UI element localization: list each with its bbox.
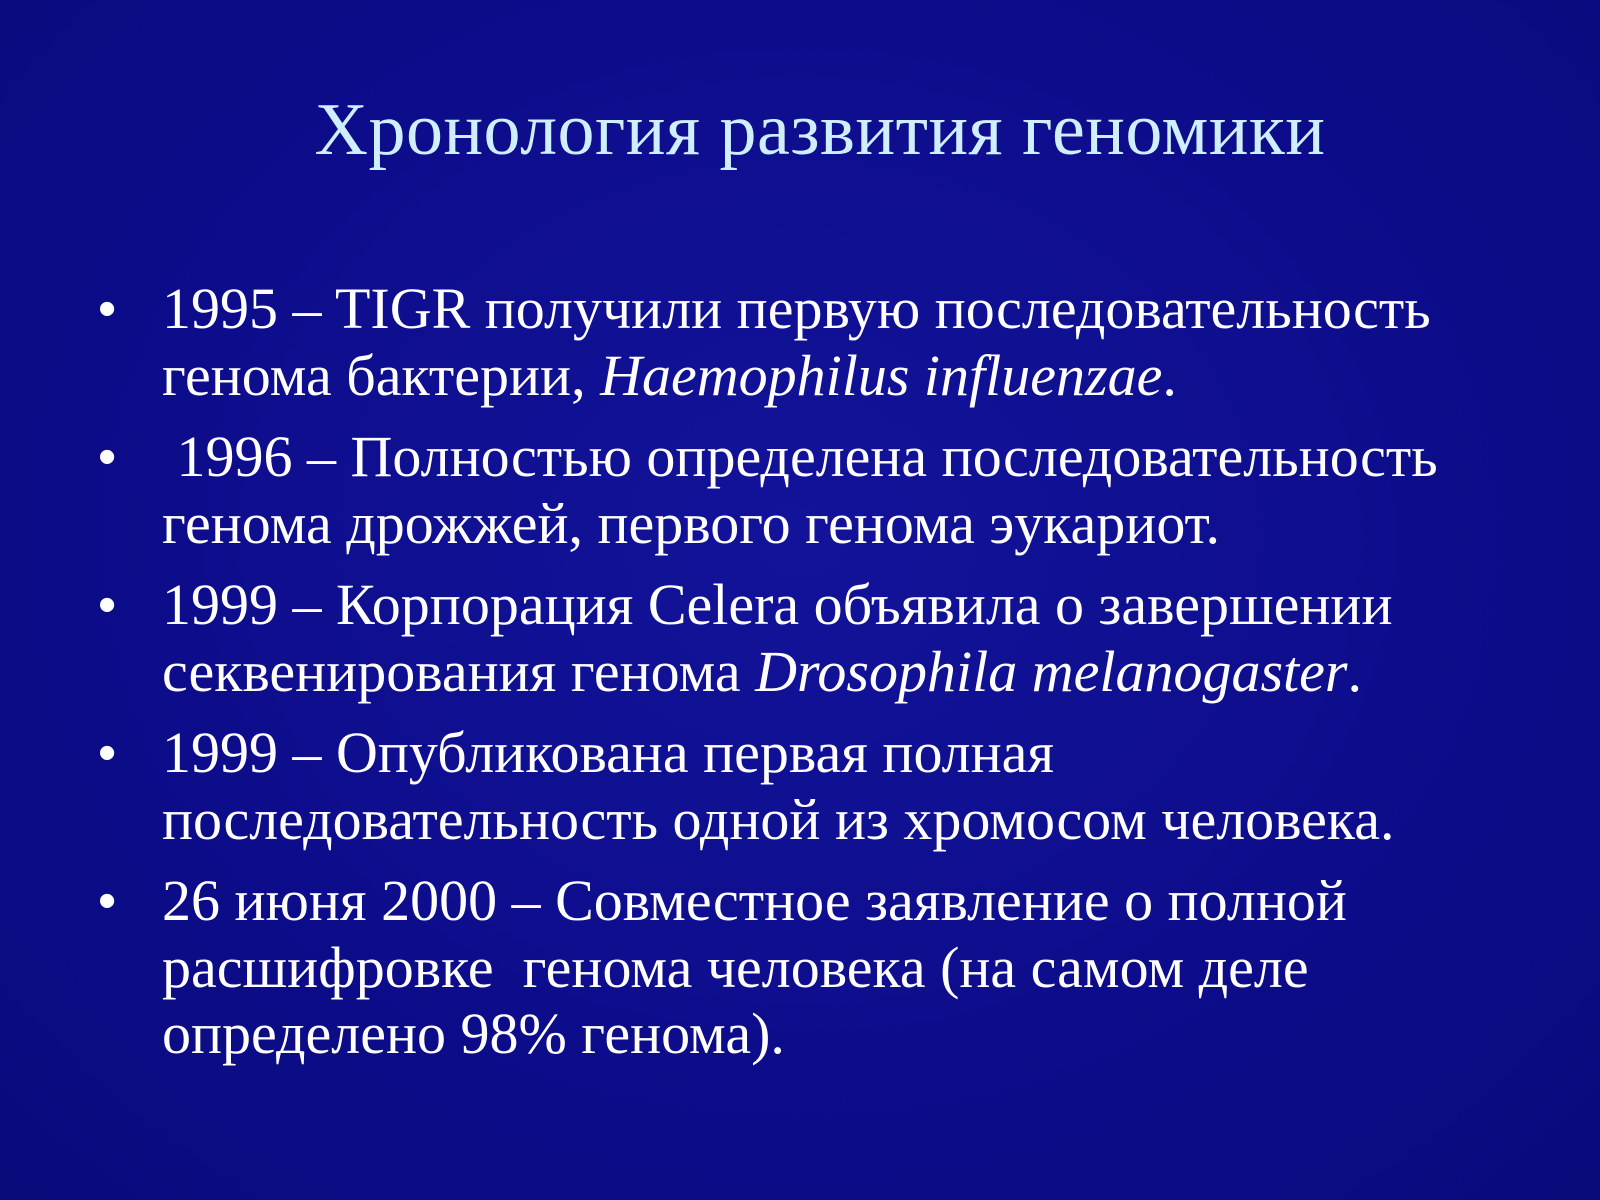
bullet-list [0, 276, 1600, 1083]
bullet-line [162, 343, 1580, 410]
bullet-line: 1999 – Опубликована первая полная [162, 720, 1055, 785]
bullet-line: 26 июня 2000 – Совместное заявление о полной [162, 868, 1347, 933]
bullet-icon: • [98, 576, 117, 634]
bullet-line: 1999 – Корпорация Celera объявила о завершении [162, 572, 1393, 637]
bullet-item-1996 [0, 424, 1600, 557]
bullet-line: последовательность одной из хромосом человека. [162, 786, 1395, 852]
bullet-icon: • [98, 428, 117, 486]
bullet-text: . [1162, 342, 1177, 408]
bullet-icon: • [98, 280, 117, 338]
bullet-item-1999-chromosome [0, 720, 1600, 853]
species-name: Drosophila melanogaster [755, 638, 1348, 704]
bullet-text: . [1347, 638, 1362, 704]
bullet-item-1999-celera [0, 572, 1600, 705]
bullet-item-2000 [0, 868, 1600, 1068]
bullet-icon: • [98, 724, 117, 782]
species-name: Haemophilus influenzae [600, 342, 1163, 408]
bullet-line: расшифровке генома человека (на самом деле [162, 934, 1309, 1000]
bullet-line: определено 98% генома). [162, 1001, 785, 1066]
bullet-line [162, 639, 1580, 706]
bullet-text: генома бактерии, [162, 342, 601, 408]
bullet-line: 1995 – TIGR получили первую последовательность [162, 276, 1431, 341]
bullet-line: 1996 – Полностью определена последовательность [162, 424, 1438, 489]
bullet-line: генома дрожжей, первого генома эукариот. [162, 490, 1221, 556]
bullet-item-1995 [0, 276, 1600, 409]
bullet-icon: • [98, 872, 117, 930]
slide-title: Хронология развития геномики [314, 89, 1326, 171]
bullet-text: секвенирования генома [162, 638, 756, 704]
